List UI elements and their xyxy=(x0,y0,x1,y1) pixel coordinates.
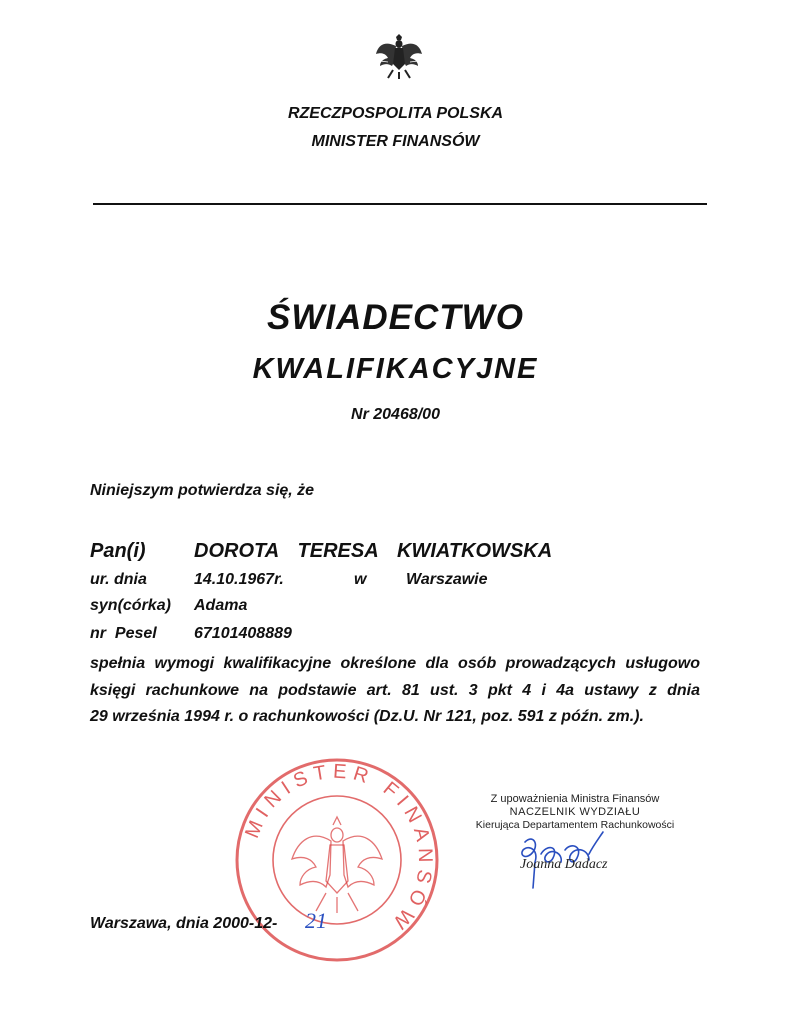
parent-name: Adama xyxy=(194,597,248,614)
stamp-text: MINISTER FINANSÓW xyxy=(241,760,437,937)
certificate-number: Nr 20468/00 xyxy=(351,406,440,423)
ministry-heading: MINISTER FINANSÓW xyxy=(311,133,480,150)
person-name: DOROTA TERESA KWIATKOWSKA xyxy=(194,540,553,562)
pesel-number: 67101408889 xyxy=(194,625,292,642)
statement-line: księgi rachunkowe na podstawie art. 81 ust. 3 pkt 4 i 4a ustawy z dnia xyxy=(90,681,700,699)
pesel-label: nr Pesel xyxy=(90,625,157,642)
position-line: NACZELNIK WYDZIAŁU xyxy=(509,806,641,818)
authorization-line: Z upoważnienia Ministra Finansów xyxy=(490,793,660,805)
stamp-eagle-icon xyxy=(292,817,382,913)
official-stamp xyxy=(232,755,442,965)
statement-line: spełnia wymogi kwalifikacyjne określone dla osób prowadzących usługowo xyxy=(90,655,700,672)
eagle-emblem-icon xyxy=(374,32,424,80)
parent-label: syn(córka) xyxy=(90,597,171,614)
qualification-statement xyxy=(90,651,700,731)
name-label: Pan(i) xyxy=(90,540,146,562)
birth-date-label: ur. dnia xyxy=(90,571,147,588)
certificate-subtitle: KWALIFIKACYJNE xyxy=(252,353,539,385)
place-and-date: Warszawa, dnia 2000-12- xyxy=(90,915,278,932)
header-divider xyxy=(93,203,707,205)
department-line: Kierująca Departamentem Rachunkowości xyxy=(475,819,675,831)
intro-text: Niniejszym potwierdza się, że xyxy=(90,482,315,499)
statement-line: 29 września 1994 r. o rachunkowości (Dz.U. Nr 121, poz. 591 z późn. zm.). xyxy=(90,708,644,725)
birth-date: 14.10.1967r. xyxy=(194,571,284,588)
birth-place: Warszawie xyxy=(406,571,488,588)
certificate-title: ŚWIADECTWO xyxy=(267,298,524,337)
signer-name: Joanna Dadacz xyxy=(520,857,608,872)
handwritten-day: 21 xyxy=(305,908,327,933)
country-heading: RZECZPOSPOLITA POLSKA xyxy=(287,105,504,122)
birth-place-label: w xyxy=(354,571,367,588)
